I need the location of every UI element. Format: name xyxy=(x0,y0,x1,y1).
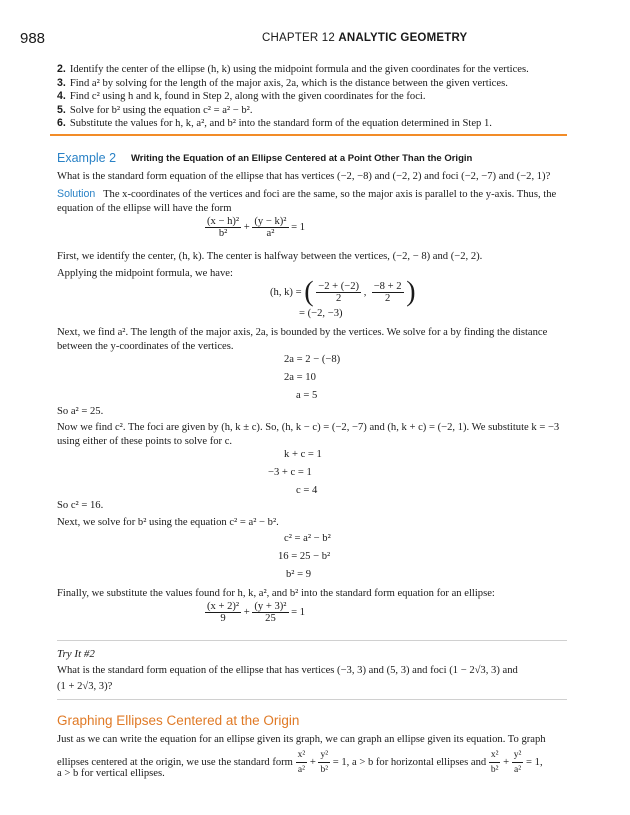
b-equation-2: 16 = 25 − b² xyxy=(278,551,331,562)
list-item xyxy=(57,117,617,131)
section-title: Graphing Ellipses Centered at the Origin xyxy=(57,713,300,728)
list-item xyxy=(57,63,617,77)
example-label: Example 2 xyxy=(57,151,117,165)
chapter-prefix: CHAPTER 12 xyxy=(262,32,335,44)
fraction: $\frac{\text{(x + 2)²}}{9}$ xyxy=(207,601,240,624)
graphing-line-2: ellipses centered at the origin, we use the standard form $\frac{\text{x²}}{\text{a²}}$ + $\frac{\text{y²}}{\text{b²}}$ = 1, a > b for horizontal ellipses and $\frac{\text{x²}}{\text{b²}}$ + $\frac{\text{y²}}{\text{a²}}$ = 1, xyxy=(57,750,543,775)
divider xyxy=(57,640,567,641)
c-squared: So c² = 16. xyxy=(57,500,104,511)
example-title: Writing the Equation of an Ellipse Centered at a Point Other Than the Origin xyxy=(131,153,473,164)
try-it-label: Try It #2 xyxy=(57,648,95,660)
step-number: 6. xyxy=(57,117,66,130)
step-number: 5. xyxy=(57,103,66,116)
c-line-2: using either of these points to solve for c. xyxy=(57,436,233,447)
c-equation-1: k + c = 1 xyxy=(284,449,322,460)
fraction: $\frac{-2 + (-2)}{2}$ xyxy=(318,281,360,304)
standard-form-equation: $\frac{\text{(x − h)²}}{\text{b²}}$ + $\frac{\text{(y − k)²}}{\text{a²}}$ = 1 xyxy=(207,216,306,239)
fraction: $\frac{-8 + 2}{2}$ xyxy=(373,281,402,304)
midpoint-line: Applying the midpoint formula, we have: xyxy=(57,268,233,279)
section-divider xyxy=(50,134,567,136)
midpoint-equation: (h, k) = ( $\frac{-2 + (-2)}{2}$ , $\frac{-8 + 2}{2}$ ) xyxy=(270,276,416,308)
chapter-title: ANALYTIC GEOMETRY xyxy=(338,32,468,44)
list-item xyxy=(57,104,617,118)
step-text: Find c² using h and k, found in Step 2, along with the given coordinates for the foci. xyxy=(69,91,426,103)
solution-text: The x-coordinates of the vertices and foci are the same, so the major axis is parallel to the y-axis. Thus, the xyxy=(103,189,557,200)
c-line-1: Now we find c². The foci are given by (h, k ± c). So, (h, k − c) = (−2, −7) and (h, k + c) = (−2, 1). We substitute k = −3 xyxy=(57,422,560,433)
steps-list xyxy=(57,63,617,131)
graphing-line-1: Just as we can write the equation for an ellipse given its graph, we can graph an ellipse given its equation. To graph xyxy=(57,734,546,745)
fraction: $\frac{\text{y²}}{\text{b²}}$ xyxy=(320,750,329,775)
try-it-line-1: What is the standard form equation of the ellipse that has vertices (−3, 3) and (5, 3) and foci (1 − 2√3, 3) and xyxy=(57,665,518,676)
divider xyxy=(57,699,567,700)
c-equation-2: −3 + c = 1 xyxy=(268,467,312,478)
a-equation-2: 2a = 10 xyxy=(284,372,316,383)
try-it-line-2: (1 + 2√3, 3)? xyxy=(57,681,113,692)
step-text: Substitute the values for h, k, a², and b² into the standard form of the equation determined in Step 1. xyxy=(69,118,492,130)
c-equation-3: c = 4 xyxy=(296,485,318,496)
b-line: Next, we solve for b² using the equation c² = a² − b². xyxy=(57,517,279,528)
b-equation-3: b² = 9 xyxy=(286,569,312,580)
solution-label: Solution xyxy=(57,188,96,200)
page-number: 988 xyxy=(20,30,46,47)
solution-line-1 xyxy=(57,188,556,201)
fraction: $\frac{\text{x²}}{\text{a²}}$ xyxy=(297,750,306,775)
example-question: What is the standard form equation of the ellipse that has vertices (−2, −8) and (−2, 2) and foci (−2, −7) and (−2, 1)? xyxy=(57,171,551,182)
solution-line-2: equation of the ellipse will have the form xyxy=(57,203,232,214)
final-equation: $\frac{\text{(x + 2)²}}{9}$ + $\frac{\text{(y + 3)²}}{25}$ = 1 xyxy=(207,601,306,624)
chapter-header xyxy=(262,32,467,44)
list-item xyxy=(57,90,617,104)
step-number: 4. xyxy=(57,90,66,103)
step-text: Find a² by solving for the length of the major axis, 2a, which is the distance between the given vertices. xyxy=(69,77,508,89)
fraction: $\frac{\text{y²}}{\text{a²}}$ xyxy=(513,750,522,775)
step-text: Identify the center of the ellipse (h, k) using the midpoint formula and the given coordinates for the vertices. xyxy=(69,64,529,75)
a-line-2: between the y-coordinates of the vertices. xyxy=(57,341,234,352)
center-line: First, we identify the center, (h, k). The center is halfway between the vertices, (−2, − 8) and (−2, 2). xyxy=(57,251,483,262)
fraction: $\frac{\text{x²}}{\text{b²}}$ xyxy=(490,750,499,775)
step-text: Solve for b² using the equation c² = a² − b². xyxy=(69,104,253,116)
fraction: $\frac{\text{(y − k)²}}{\text{a²}}$ xyxy=(254,216,287,239)
final-line: Finally, we substitute the values found for h, k, a², and b² into the standard form equation for an ellipse: xyxy=(57,588,495,599)
step-number: 3. xyxy=(57,76,66,89)
b-equation-1: c² = a² − b² xyxy=(284,533,331,544)
list-item xyxy=(57,77,617,91)
graphing-line-3: a > b for vertical ellipses. xyxy=(57,768,165,779)
a-equation-1: 2a = 2 − (−8) xyxy=(284,354,341,365)
a-equation-3: a = 5 xyxy=(296,390,318,401)
midpoint-result: = (−2, −3) xyxy=(299,308,343,319)
a-squared: So a² = 25. xyxy=(57,406,104,417)
fraction: $\frac{\text{(y + 3)²}}{25}$ xyxy=(254,601,287,624)
fraction: $\frac{\text{(x − h)²}}{\text{b²}}$ xyxy=(207,216,240,239)
a-line-1: Next, we find a². The length of the major axis, 2a, is bounded by the vertices. We solve for a by finding the distance xyxy=(57,327,548,338)
step-number: 2. xyxy=(57,63,66,75)
